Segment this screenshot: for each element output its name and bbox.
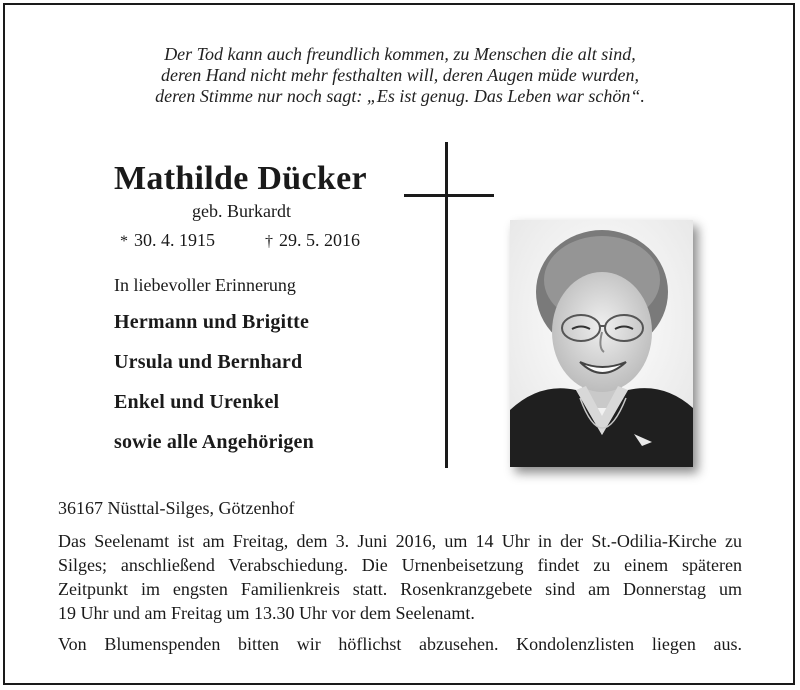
mourner-list (114, 302, 314, 462)
service-line: Zeitpunkt im engsten Familienkreis statt. Rosenkranzgebete sind am Donnerstag um (58, 579, 742, 599)
maiden-name: geb. Burkardt (192, 201, 291, 221)
birth-date-text: 30. 4. 1915 (134, 230, 215, 250)
closing-note: Von Blumenspenden bitten wir höflichst abzusehen. Kondolenzlisten liegen aus. (58, 634, 742, 654)
mourner-item: Ursula und Bernhard (114, 351, 303, 373)
poem-line: deren Hand nicht mehr festhalten will, deren Augen müde wurden, (160, 65, 640, 85)
birth-star-icon: * (120, 233, 128, 250)
death-date (265, 230, 360, 251)
service-line: 19 Uhr und am Freitag um 13.30 Uhr vor dem Seelenamt. (58, 603, 475, 623)
portrait-photo (510, 220, 693, 467)
service-info (58, 529, 742, 625)
service-line: Das Seelenamt ist am Freitag, dem 3. Juni 2016, um 14 Uhr in der St.-Odilia-Kirche zu (58, 531, 742, 551)
death-date-text: 29. 5. 2016 (279, 230, 360, 250)
mourner-item: Hermann und Brigitte (114, 311, 310, 333)
death-cross-icon: † (265, 233, 273, 250)
deceased-name: Mathilde Dücker (114, 160, 367, 197)
mourner-item: sowie alle Angehörigen (114, 431, 314, 453)
address: 36167 Nüsttal-Silges, Götzenhof (58, 498, 295, 518)
poem-line: deren Stimme nur noch sagt: „Es ist genug. Das Leben war schön“. (155, 86, 645, 106)
birth-date (120, 230, 215, 251)
mourner-item: Enkel und Urenkel (114, 391, 280, 413)
poem (0, 44, 800, 107)
service-line: Silges; anschließend Verabschiedung. Die Urnenbeisetzung findet zu einem späteren (58, 555, 742, 575)
cross-icon-horizontal (404, 194, 494, 197)
cross-icon-vertical (445, 142, 448, 468)
poem-line: Der Tod kann auch freundlich kommen, zu Menschen die alt sind, (164, 44, 636, 64)
memory-heading: In liebevoller Erinnerung (114, 275, 296, 295)
portrait-illustration (510, 220, 693, 467)
